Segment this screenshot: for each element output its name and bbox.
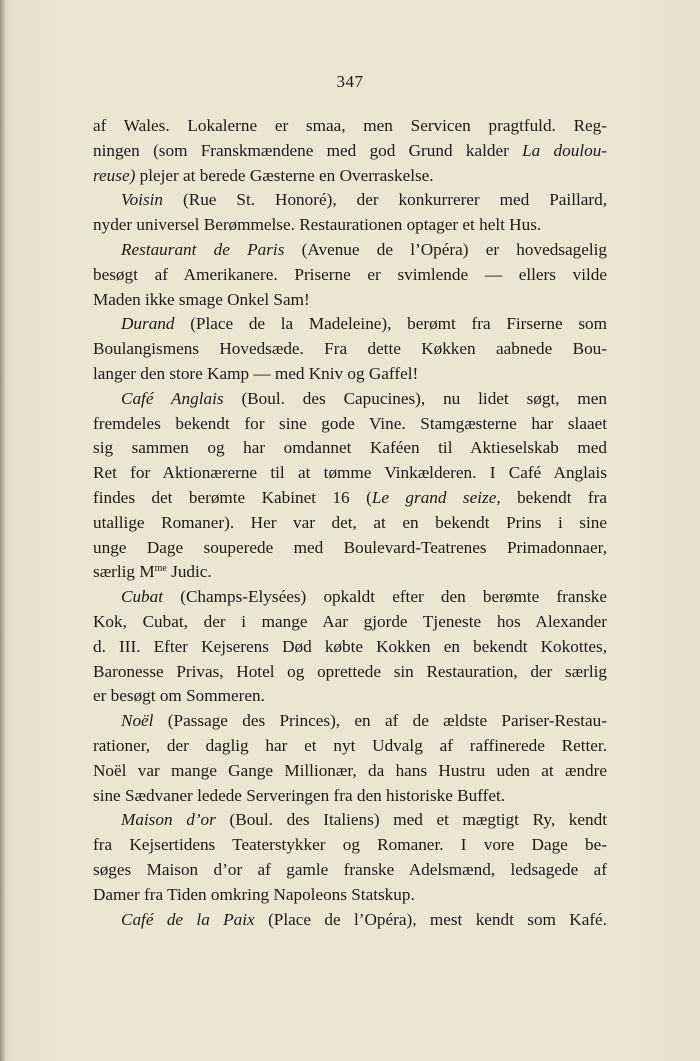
text-span: søges Maison d’or af gamle franske Adelsmænd, ledsagede af bbox=[93, 859, 607, 879]
text-line bbox=[93, 709, 607, 734]
text-line bbox=[93, 312, 607, 337]
italic-text: Noël bbox=[121, 711, 154, 731]
text-span: sine Sædvaner ledede Serveringen fra den historiske Buffet. bbox=[93, 785, 506, 805]
text-line bbox=[93, 461, 607, 486]
text-line bbox=[93, 635, 607, 660]
text-line bbox=[93, 585, 607, 610]
text-line bbox=[93, 263, 607, 288]
text-span: særlig M bbox=[93, 562, 155, 582]
superscript-text: me bbox=[154, 563, 167, 575]
text-line bbox=[93, 288, 607, 313]
text-span: rationer, der daglig har et nyt Udvalg af raffinerede Retter. bbox=[93, 735, 607, 755]
text-line bbox=[93, 436, 607, 461]
body-text bbox=[93, 114, 607, 932]
text-line bbox=[93, 188, 607, 213]
italic-text: Voisin bbox=[121, 190, 164, 210]
text-span: Noël var mange Gange Millionær, da hans Hustru uden at ændre bbox=[93, 760, 607, 780]
text-line bbox=[93, 759, 607, 784]
text-line bbox=[93, 560, 607, 585]
text-line bbox=[93, 858, 607, 883]
text-span: er besøgt om Sommeren. bbox=[93, 686, 265, 706]
text-line bbox=[93, 883, 607, 908]
text-line bbox=[93, 536, 607, 561]
text-span: fra Kejsertidens Teaterstykker og Romaner. I vore Dage be- bbox=[93, 835, 607, 855]
text-span: Kok, Cubat, der i mange Aar gjorde Tjeneste hos Alexander bbox=[93, 611, 607, 631]
text-span: (Boul. des Italiens) med et mægtigt Ry, kendt bbox=[215, 810, 607, 830]
text-span: fremdeles bekendt for sine gode Vine. Stamgæsterne har slaaet bbox=[93, 413, 607, 433]
text-span: Baronesse Privas, Hotel og oprettede sin Restauration, der særlig bbox=[93, 661, 607, 681]
italic-text: La doulou- bbox=[522, 140, 608, 160]
text-span: af Wales. Lokalerne er smaa, men Servicen pragtfuld. Reg- bbox=[93, 116, 607, 135]
text-span: nyder universel Berømmelse. Restaurationen optager et helt Hus. bbox=[93, 215, 542, 235]
text-line bbox=[93, 213, 607, 238]
text-span: (Rue St. Honoré), der konkurrerer med Paillard, bbox=[163, 190, 607, 210]
text-line bbox=[93, 808, 607, 833]
text-span: d. III. Efter Kejserens Død købte Kokken en bekendt Kokottes, bbox=[93, 636, 607, 656]
text-span: bekendt fra bbox=[500, 487, 607, 507]
text-line bbox=[93, 660, 607, 685]
page-binding-edge bbox=[0, 0, 5, 1061]
text-line bbox=[93, 114, 607, 139]
text-line bbox=[93, 164, 607, 189]
italic-text: Restaurant de Paris bbox=[121, 239, 285, 259]
text-span: besøgt af Amerikanere. Priserne er svimlende — ellers vilde bbox=[93, 264, 607, 284]
text-line bbox=[93, 908, 607, 933]
text-span: findes det berømte Kabinet 16 ( bbox=[93, 487, 372, 507]
text-span: unge Dage souperede med Boulevard-Teatrenes Primadonnaer, bbox=[93, 537, 607, 557]
text-span: Judic. bbox=[166, 562, 212, 582]
text-line bbox=[93, 833, 607, 858]
text-span: Maden ikke smage Onkel Sam! bbox=[93, 289, 310, 309]
text-line bbox=[93, 238, 607, 263]
text-span: Ret for Aktionærerne til at tømme Vinkælderen. I Café Anglais bbox=[93, 463, 607, 483]
italic-text: Durand bbox=[121, 314, 175, 334]
text-line bbox=[93, 362, 607, 387]
italic-text: Maison d’or bbox=[121, 810, 216, 830]
text-line bbox=[93, 511, 607, 536]
text-span: ningen (som Franskmændene med god Grund kalder bbox=[93, 140, 523, 160]
text-line bbox=[93, 684, 607, 709]
text-span: utallige Romaner). Her var det, at en bekendt Prins i sine bbox=[93, 512, 607, 532]
text-line bbox=[93, 610, 607, 635]
text-span: (Champs-Elysées) opkaldt efter den berømte franske bbox=[163, 587, 607, 607]
text-span: (Avenue de l’Opéra) er hovedsagelig bbox=[284, 239, 607, 259]
text-span: sig sammen og har omdannet Kaféen til Aktieselskab med bbox=[93, 438, 607, 458]
text-line bbox=[93, 387, 607, 412]
italic-text: reuse) bbox=[93, 165, 136, 185]
text-line bbox=[93, 337, 607, 362]
italic-text: Cubat bbox=[121, 587, 164, 607]
text-span: (Passage des Princes), en af de ældste Pariser-Restau- bbox=[153, 711, 607, 731]
italic-text: Café de la Paix bbox=[121, 909, 255, 929]
page-number: 347 bbox=[336, 72, 364, 91]
text-line bbox=[93, 139, 607, 164]
text-line bbox=[93, 486, 607, 511]
text-span: Damer fra Tiden omkring Napoleons Statskup. bbox=[93, 884, 415, 904]
text-span: (Place de l’Opéra), mest kendt som Kafé. bbox=[254, 909, 607, 929]
italic-text: Le grand seize, bbox=[371, 487, 501, 507]
text-span: langer den store Kamp — med Kniv og Gaffel! bbox=[93, 363, 419, 383]
text-span: plejer at berede Gæsterne en Overraskelse. bbox=[135, 165, 434, 185]
text-line bbox=[93, 734, 607, 759]
text-line bbox=[93, 412, 607, 437]
text-span: Boulangismens Hovedsæde. Fra dette Køkken aabnede Bou- bbox=[93, 339, 607, 359]
text-span: (Place de la Madeleine), berømt fra Firserne som bbox=[174, 314, 607, 334]
text-line bbox=[93, 784, 607, 809]
text-span: (Boul. des Capucines), nu lidet søgt, men bbox=[223, 388, 608, 408]
italic-text: Café Anglais bbox=[121, 388, 224, 408]
